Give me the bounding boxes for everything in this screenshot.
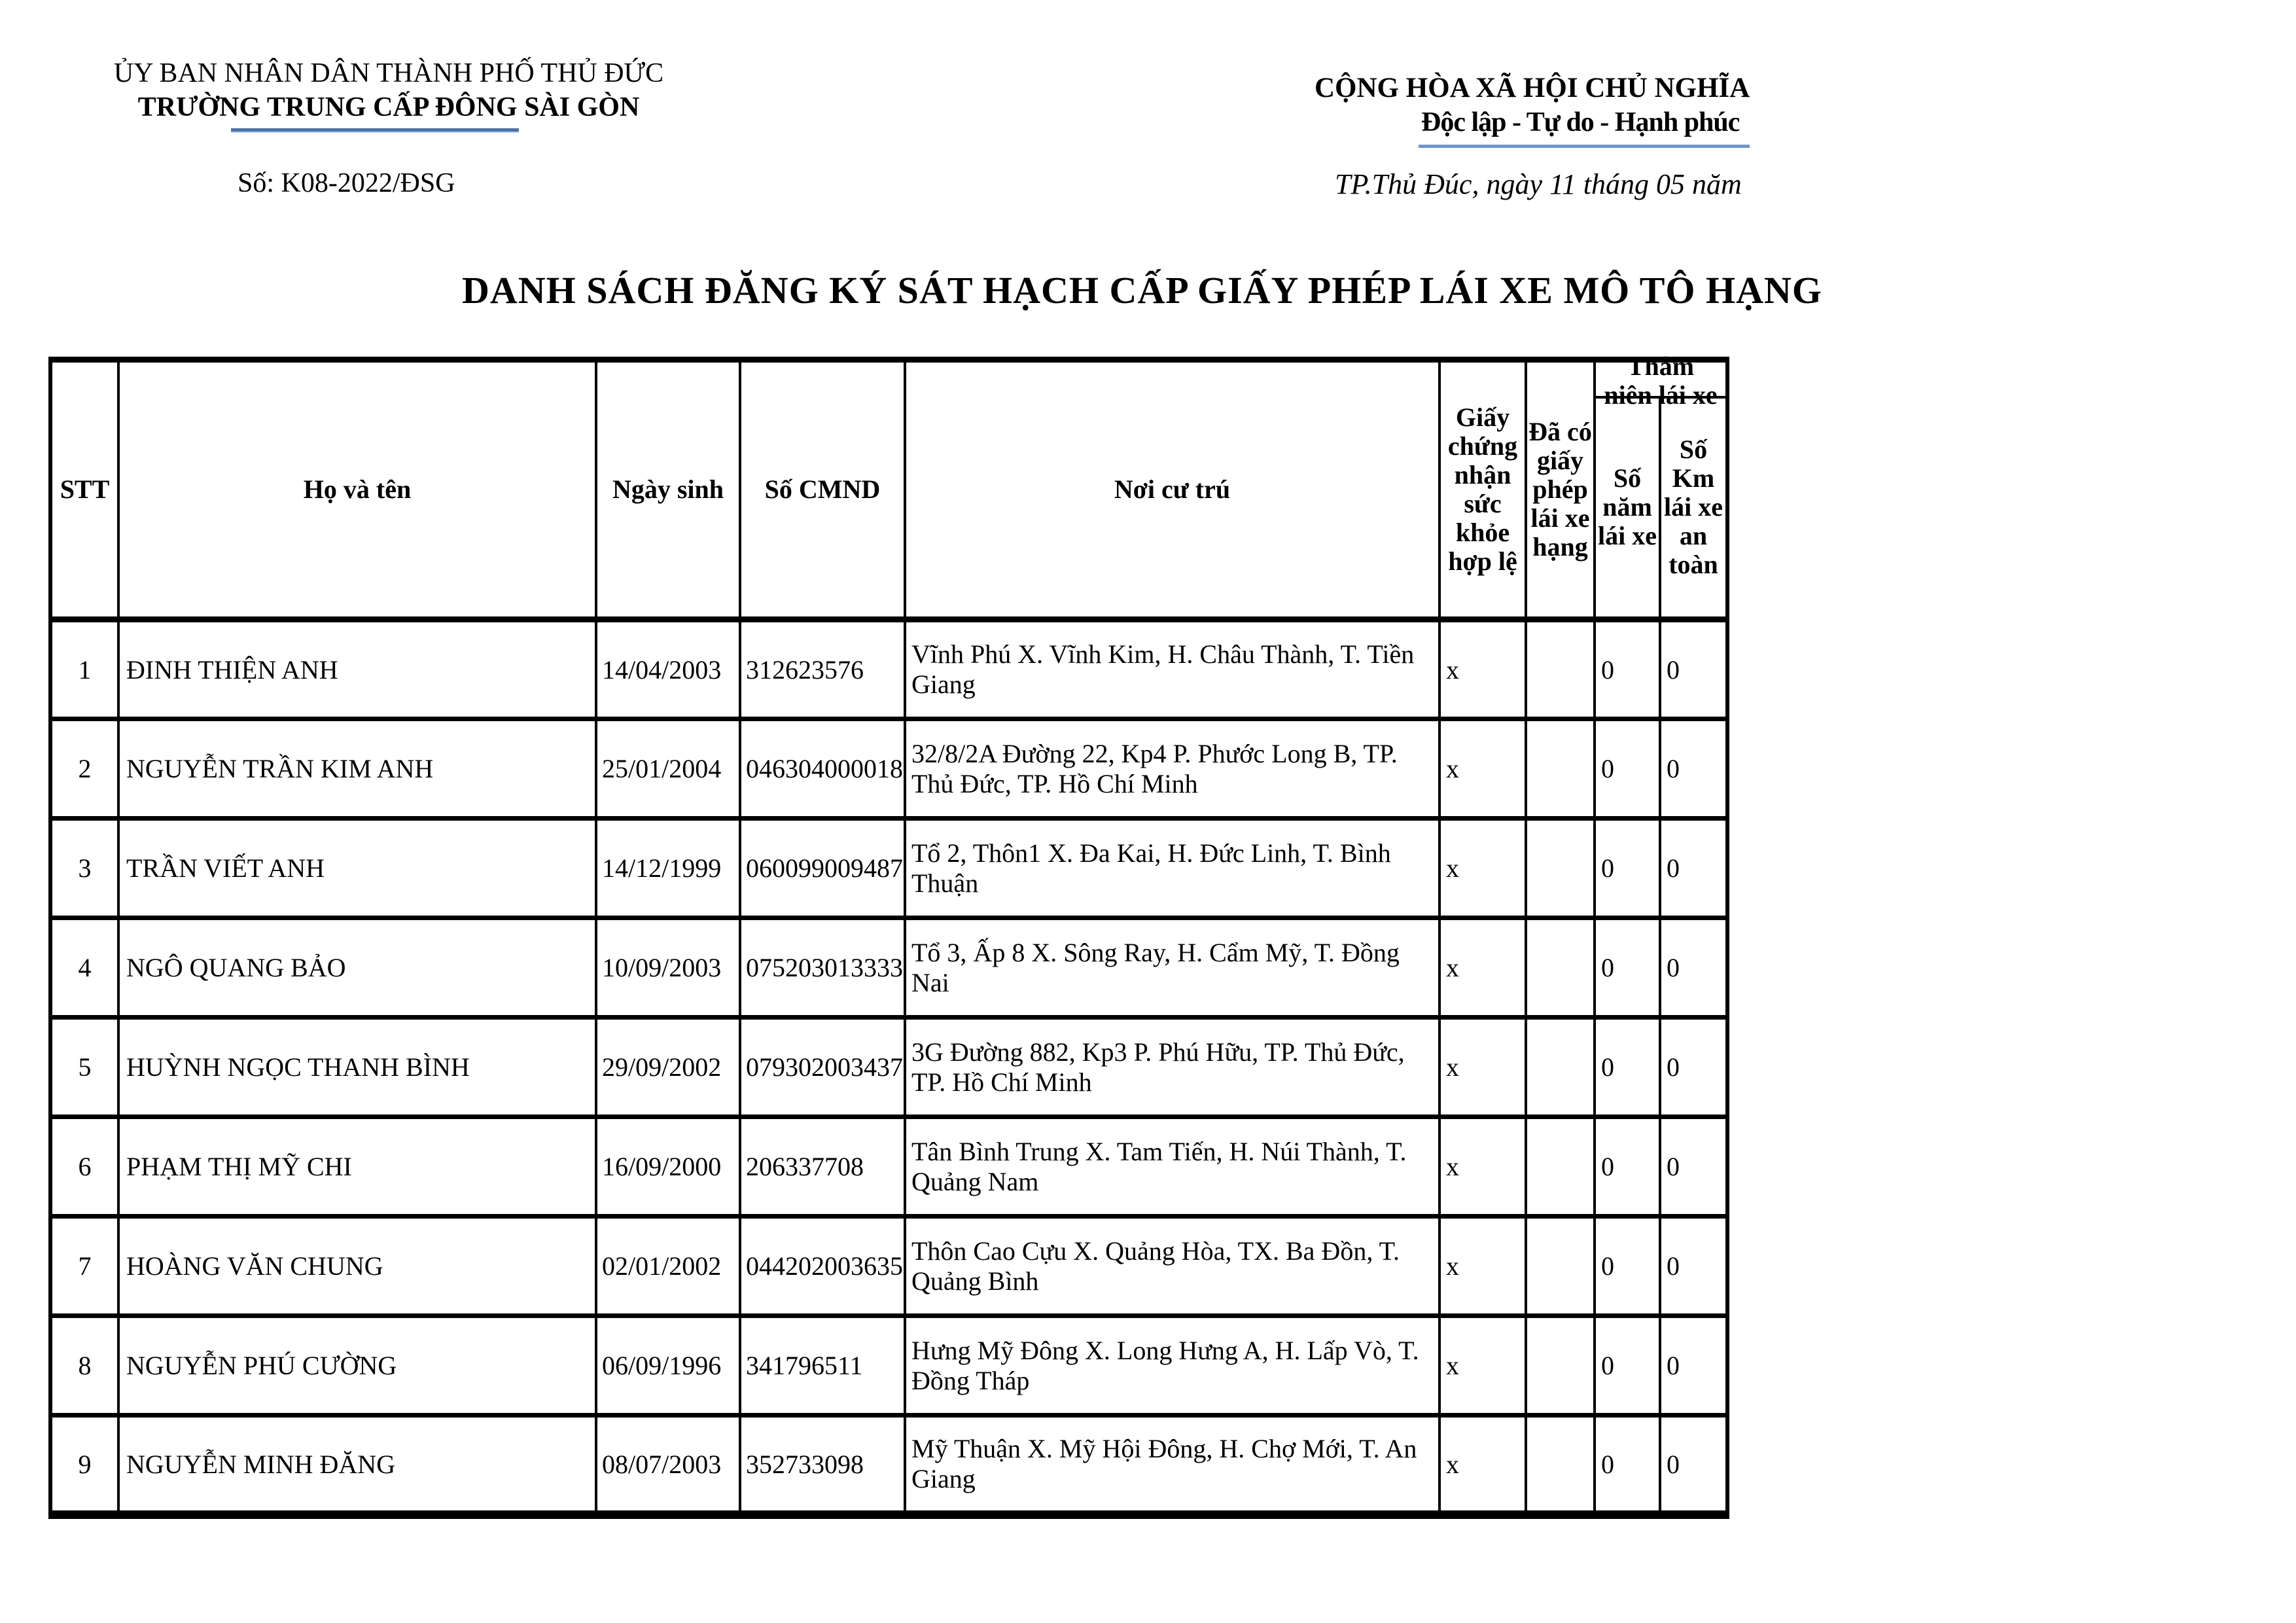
table-row (50, 1117, 1727, 1217)
cell-license (1526, 719, 1595, 819)
org-name-line2: TRƯỜNG TRUNG CẤP ĐÔNG SÀI GÒN (137, 92, 640, 122)
cell-license (1526, 1217, 1595, 1316)
col-header-seniority-group (1595, 351, 1727, 410)
cell-name: HUỲNH NGỌC THANH BÌNH (118, 1018, 596, 1117)
cell-cmnd: 060099009487 (740, 819, 905, 918)
cell-km: 0 (1660, 620, 1727, 719)
col-header-name: Họ và tên (118, 360, 596, 620)
table-header-row-1 (50, 360, 1727, 397)
cell-license (1526, 1316, 1595, 1416)
cell-years: 0 (1595, 819, 1660, 918)
cell-dob: 06/09/1996 (596, 1316, 740, 1416)
cell-dob: 10/09/2003 (596, 918, 740, 1018)
cell-name: ĐINH THIỆN ANH (118, 620, 596, 719)
cell-cmnd: 079302003437 (740, 1018, 905, 1117)
cell-health: x (1439, 1018, 1526, 1117)
col-header-safe-km: Số Km lái xe an toàn (1660, 397, 1727, 620)
cell-health: x (1439, 819, 1526, 918)
col-header-existing-license: Đã có giấy phép lái xe hạng (1526, 360, 1595, 620)
national-motto-line2: Độc lập - Tự do - Hạnh phúc (1421, 107, 1740, 137)
cell-stt: 4 (50, 918, 118, 1018)
table-row (50, 918, 1727, 1018)
cell-address: Mỹ Thuận X. Mỹ Hội Đông, H. Chợ Mới, T. An Giang (905, 1416, 1439, 1515)
cell-years: 0 (1595, 918, 1660, 1018)
cell-address: Vĩnh Phú X. Vĩnh Kim, H. Châu Thành, T. Tiền Giang (905, 620, 1439, 719)
cell-health: x (1439, 1117, 1526, 1217)
cell-cmnd: 046304000018 (740, 719, 905, 819)
cell-name: NGÔ QUANG BẢO (118, 918, 596, 1018)
table-row (50, 819, 1727, 918)
place-date-line: TP.Thủ Đúc, ngày 11 tháng 05 năm (1335, 168, 1742, 200)
cell-address: Tổ 2, Thôn1 X. Đa Kai, H. Đức Linh, T. Bình Thuận (905, 819, 1439, 918)
cell-name: HOÀNG VĂN CHUNG (118, 1217, 596, 1316)
cell-cmnd: 075203013333 (740, 918, 905, 1018)
cell-stt: 2 (50, 719, 118, 819)
cell-dob: 14/12/1999 (596, 819, 740, 918)
cell-stt: 7 (50, 1217, 118, 1316)
cell-address: Hưng Mỹ Đông X. Long Hưng A, H. Lấp Vò, T. Đồng Tháp (905, 1316, 1439, 1416)
cell-name: TRẦN VIẾT ANH (118, 819, 596, 918)
cell-name: NGUYỄN TRẦN KIM ANH (118, 719, 596, 819)
right-header-rule (1419, 145, 1750, 148)
cell-license (1526, 1018, 1595, 1117)
cell-cmnd: 312623576 (740, 620, 905, 719)
cell-years: 0 (1595, 719, 1660, 819)
cell-health: x (1439, 1416, 1526, 1515)
cell-stt: 5 (50, 1018, 118, 1117)
cell-cmnd: 044202003635 (740, 1217, 905, 1316)
cell-health: x (1439, 1316, 1526, 1416)
cell-cmnd: 206337708 (740, 1117, 905, 1217)
cell-health: x (1439, 1217, 1526, 1316)
cell-health: x (1439, 620, 1526, 719)
cell-km: 0 (1660, 1217, 1727, 1316)
cell-license (1526, 1416, 1595, 1515)
cell-cmnd: 341796511 (740, 1316, 905, 1416)
col-header-years-driving: Số năm lái xe (1595, 397, 1660, 620)
cell-stt: 1 (50, 620, 118, 719)
cell-license (1526, 620, 1595, 719)
seniority-label (1596, 352, 1725, 410)
cell-km: 0 (1660, 918, 1727, 1018)
col-header-stt: STT (50, 360, 118, 620)
national-motto-line1: CỘNG HÒA XÃ HỘI CHỦ NGHĨA (1315, 73, 1750, 103)
cell-km: 0 (1660, 719, 1727, 819)
col-header-cmnd: Số CMND (740, 360, 905, 620)
cell-km: 0 (1660, 1416, 1727, 1515)
cell-license (1526, 1117, 1595, 1217)
seniority-clip-window (1596, 351, 1725, 410)
cell-address: Thôn Cao Cựu X. Quảng Hòa, TX. Ba Đồn, T. Quảng Bình (905, 1217, 1439, 1316)
cell-dob: 25/01/2004 (596, 719, 740, 819)
cell-name: NGUYỄN PHÚ CƯỜNG (118, 1316, 596, 1416)
cell-address: 3G Đường 882, Kp3 P. Phú Hữu, TP. Thủ Đức, TP. Hồ Chí Minh (905, 1018, 1439, 1117)
cell-km: 0 (1660, 1117, 1727, 1217)
cell-license (1526, 918, 1595, 1018)
cell-stt: 9 (50, 1416, 118, 1515)
left-header-rule (231, 128, 519, 133)
cell-dob: 29/09/2002 (596, 1018, 740, 1117)
cell-km: 0 (1660, 819, 1727, 918)
cell-health: x (1439, 918, 1526, 1018)
cell-years: 0 (1595, 1416, 1660, 1515)
col-header-dob: Ngày sinh (596, 360, 740, 620)
cell-stt: 6 (50, 1117, 118, 1217)
col-header-address: Nơi cư trú (905, 360, 1439, 620)
cell-dob: 14/04/2003 (596, 620, 740, 719)
cell-dob: 08/07/2003 (596, 1416, 740, 1515)
cell-dob: 02/01/2002 (596, 1217, 740, 1316)
col-header-health-cert: Giấy chứng nhận sức khỏe hợp lệ (1439, 360, 1526, 620)
cell-address: Tổ 3, Ấp 8 X. Sông Ray, H. Cẩm Mỹ, T. Đồng Nai (905, 918, 1439, 1018)
table-row (50, 719, 1727, 819)
cell-license (1526, 819, 1595, 918)
table-row (50, 620, 1727, 719)
table-row (50, 1217, 1727, 1316)
cell-years: 0 (1595, 620, 1660, 719)
seniority-label-line2: niên lái xe (1604, 380, 1718, 410)
cell-years: 0 (1595, 1217, 1660, 1316)
org-name-line1: ỦY BAN NHÂN DÂN THÀNH PHỐ THỦ ĐỨC (113, 58, 664, 88)
cell-stt: 3 (50, 819, 118, 918)
cell-name: PHẠM THỊ MỸ CHI (118, 1117, 596, 1217)
page-title: DANH SÁCH ĐĂNG KÝ SÁT HẠCH CẤP GIẤY PHÉP LÁI XE MÔ TÔ HẠNG (462, 269, 1823, 312)
cell-years: 0 (1595, 1117, 1660, 1217)
table-row (50, 1018, 1727, 1117)
cell-km: 0 (1660, 1018, 1727, 1117)
registration-table (48, 351, 1729, 1519)
cell-years: 0 (1595, 1316, 1660, 1416)
table-row (50, 1316, 1727, 1416)
cell-km: 0 (1660, 1316, 1727, 1416)
cell-dob: 16/09/2000 (596, 1117, 740, 1217)
seniority-label-line1: Thâm (1627, 351, 1695, 381)
cell-years: 0 (1595, 1018, 1660, 1117)
cell-cmnd: 352733098 (740, 1416, 905, 1515)
table-row (50, 1416, 1727, 1515)
cell-name: NGUYỄN MINH ĐĂNG (118, 1416, 596, 1515)
cell-address: 32/8/2A Đường 22, Kp4 P. Phước Long B, TP. Thủ Đức, TP. Hồ Chí Minh (905, 719, 1439, 819)
cell-stt: 8 (50, 1316, 118, 1416)
document-number: Số: K08-2022/ĐSG (238, 168, 455, 198)
cell-health: x (1439, 719, 1526, 819)
issuing-org-block (110, 56, 667, 124)
cell-address: Tân Bình Trung X. Tam Tiến, H. Núi Thành, T. Quảng Nam (905, 1117, 1439, 1217)
